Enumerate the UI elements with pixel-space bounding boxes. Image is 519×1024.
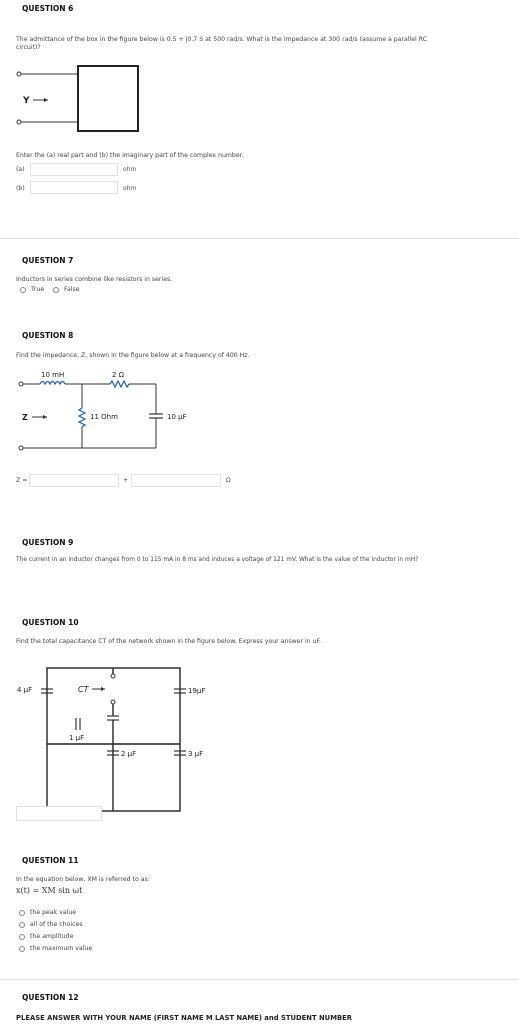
- q10-c4-label: 2 μF: [121, 750, 137, 758]
- q6-prompt-line2: circuit)?: [16, 44, 41, 51]
- q11-option-all-label: all of the choices: [30, 921, 83, 928]
- q11-option-maximum-radio[interactable]: [19, 946, 25, 952]
- q8-z-label: Z: [22, 413, 28, 422]
- q8-prompt: Find the impedance, Z, shown in the figure below at a frequency of 400 Hz.: [16, 352, 250, 359]
- q11-option-all-radio[interactable]: [19, 922, 25, 928]
- q6-y-label: Y: [23, 96, 30, 106]
- q11-option-peak-radio[interactable]: [19, 910, 25, 916]
- q11-option-amplitude-label: the amplitude: [30, 933, 74, 940]
- q7-false-label: False: [64, 286, 80, 293]
- q8-title: QUESTION 8: [22, 331, 74, 340]
- q10-c2-label: 19μF: [188, 687, 206, 695]
- q8-real-input[interactable]: [29, 474, 119, 487]
- q11-title: QUESTION 11: [22, 856, 79, 865]
- q8-imag-input[interactable]: [131, 474, 221, 487]
- q6-a-unit: ohm: [123, 166, 137, 173]
- q10-circuit-figure: [10, 652, 230, 822]
- q6-prompt-line1: The admittance of the box in the figure below is 0.5 + j0.7 S at 500 rad/s. What is the impedance at 300 rad/s (assume a parallel RC: [16, 36, 428, 43]
- q6-b-label: (b): [16, 185, 25, 192]
- separator: [0, 979, 519, 980]
- q6-imag-part-input[interactable]: [30, 181, 118, 194]
- q7-prompt: Inductors in series combine like resistors in series.: [16, 276, 173, 283]
- q10-prompt: Find the total capacitance CT of the network shown in the figure below. Express your answer in uF.: [16, 638, 322, 645]
- q6-title: QUESTION 6: [22, 4, 74, 13]
- q7-true-label: True: [31, 286, 45, 293]
- q8-circuit-figure: [10, 366, 190, 456]
- q11-option-peak-label: the peak value: [30, 909, 77, 916]
- q10-answer-input[interactable]: [16, 806, 102, 821]
- q10-ct-label: CT: [78, 685, 89, 694]
- separator: [0, 238, 519, 239]
- q10-c3-label: 1 μF: [69, 734, 85, 742]
- q8-plus-sign: +: [123, 477, 129, 484]
- q8-unit: Ω: [226, 477, 231, 484]
- q8-z-equals: Z =: [16, 477, 28, 484]
- q12-prompt: PLEASE ANSWER WITH YOUR NAME (FIRST NAME M LAST NAME) and STUDENT NUMBER: [16, 1014, 353, 1022]
- q11-option-amplitude-radio[interactable]: [19, 934, 25, 940]
- q10-c5-label: 3 μF: [188, 750, 204, 758]
- q8-capacitor-label: 10 μF: [167, 413, 187, 421]
- q7-false-radio[interactable]: [53, 287, 59, 293]
- q6-circuit-figure: [10, 62, 140, 137]
- q9-prompt: The current in an inductor changes from 0 to 115 mA in 8 ms and induces a voltage of 121 mV. What is the value of the inductor in mH?: [16, 557, 419, 563]
- q10-c1-label: 4 μF: [17, 686, 33, 694]
- q11-equation: x(t) = XM sin ωt: [16, 886, 83, 895]
- q7-true-radio[interactable]: [20, 287, 26, 293]
- q9-title: QUESTION 9: [22, 538, 74, 547]
- q11-option-maximum-label: the maximum value: [30, 945, 93, 952]
- q11-prompt: In the equation below, XM is referred to as:: [16, 876, 150, 883]
- q8-inductor-label: 10 mH: [41, 371, 65, 379]
- q8-resistor-top-label: 2 Ω: [112, 371, 125, 379]
- q10-title: QUESTION 10: [22, 618, 79, 627]
- q12-title: QUESTION 12: [22, 993, 79, 1002]
- q7-title: QUESTION 7: [22, 256, 74, 265]
- q6-real-part-input[interactable]: [30, 163, 118, 176]
- q6-b-unit: ohm: [123, 185, 137, 192]
- q8-resistor-mid-label: 11 Ohm: [90, 413, 118, 421]
- q6-instruction: Enter the (a) real part and (b) the imaginary part of the complex number.: [16, 152, 244, 159]
- q6-a-label: (a): [16, 166, 25, 173]
